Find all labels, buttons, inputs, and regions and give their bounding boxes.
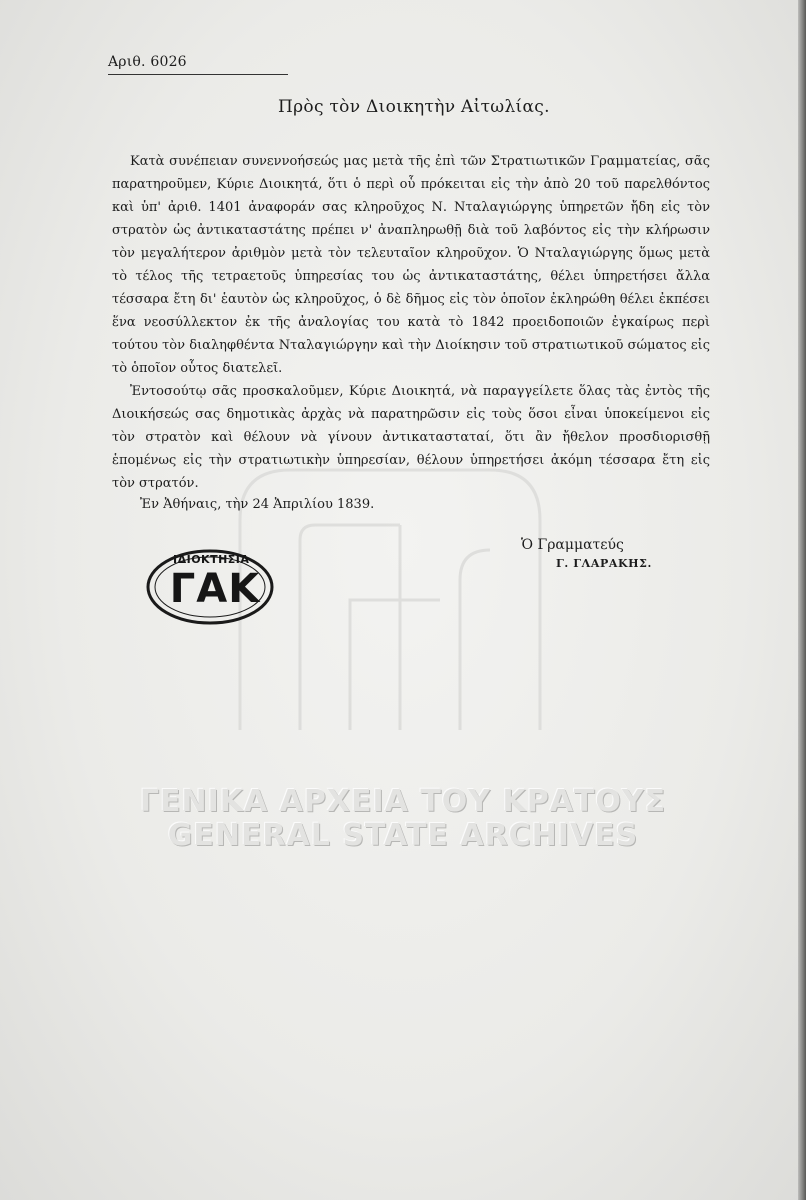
watermark-english: GENERAL STATE ARCHIVES	[167, 818, 639, 853]
stamp-main-text: ΓΑΚ	[169, 566, 261, 612]
addressee-heading: Πρὸς τὸν Διοικητὴν Αἰτωλίας.	[278, 97, 550, 117]
signer-name: Γ. ΓΛΑΡΑΚΗΣ.	[556, 557, 652, 570]
watermark-greek: ΓΕΝΙΚΑ ΑΡΧΕΙΑ ΤΟΥ ΚΡΑΤΟΥΣ	[139, 784, 667, 819]
reference-number: Αριθ. 6026	[108, 54, 187, 70]
signer-title: Ὁ Γραμματεύς	[521, 537, 624, 553]
reference-underline	[108, 74, 288, 75]
paragraph-1: Κατὰ συνέπειαν συνεννοήσεώς μας μετὰ τῆς ἐπὶ τῶν Στρατιωτικῶν Γραμματείας, σᾶς παρατηροῦμεν, Κύριε Διοικητά, ὅτι ὁ περὶ οὗ πρόκειται εἰς τὴν ἀπὸ 20 τοῦ παρελθόντος καὶ ὑπ' ἀριθ. 1401 ἀναφοράν σας κληροῦχος Ν. Νταλαγιώργης ὑπηρετῶν ἤδη εἰς τὸν στρατὸν ὡς ἀντικαταστάτης πρέπει ν' ἀναπληρωθῇ διὰ τοῦ λαβόντος εἰς τὴν κλήρωσιν τὸν μεγαλήτερον ἀριθμὸν μετὰ τὸν τελευταῖον κληροῦχον. Ὁ Νταλαγιώργης ὅμως μετὰ τὸ τέλος τῆς τετραετοῦς ὑπηρεσίας του ὡς ἀντικαταστάτης, θέλει ὑπηρετήσει ἄλλα τέσσαρα ἔτη δι' ἑαυτὸν ὡς κληροῦχος, ὁ δὲ δῆμος εἰς τὸν ὁποῖον ἐκληρώθη θέλει ἐκπέσει ἕνα νεοσύλλεκτον ἐκ τῆς ἀναλογίας του κατὰ τὸ 1842 προειδοποιῶν ἐγκαίρως περὶ τούτου τὸν διαληφθέντα Νταλαγιώργην καὶ τὴν Διοίκησιν τοῦ στρατιωτικοῦ σώματος εἰς τὸ ὁποῖον οὗτος διατελεῖ.	[112, 154, 710, 376]
letter-body	[112, 150, 710, 495]
paragraph-2: Ἐντοσούτῳ σᾶς προσκαλοῦμεν, Κύριε Διοικητά, νὰ παραγγείλετε ὅλας τὰς ἐντὸς τῆς Διοικήσεώς σας δημοτικὰς ἀρχὰς νὰ παρατηρῶσιν εἰς τοὺς ὅσοι εἶναι ὑποκείμενοι εἰς τὸν στρατὸν καὶ θέλουν νὰ γίνουν ἀντικατασταταί, ὅτι ἂν ἤθελον προσδιορισθῇ ἑπομένως εἰς τὴν στρατιωτικὴν ὑπηρεσίαν, θέλουν ὑπηρετήσει ἀκόμη τέσσαρα ἔτη εἰς τὸν στρατόν.	[112, 384, 710, 491]
page-edge-shadow	[798, 0, 806, 1200]
dateline: Ἐν Ἀθήναις, τὴν 24 Ἀπριλίου 1839.	[140, 497, 375, 512]
stamp-top-text: ΙΔΙΟΚΤΗΣΙΑ	[173, 553, 250, 566]
